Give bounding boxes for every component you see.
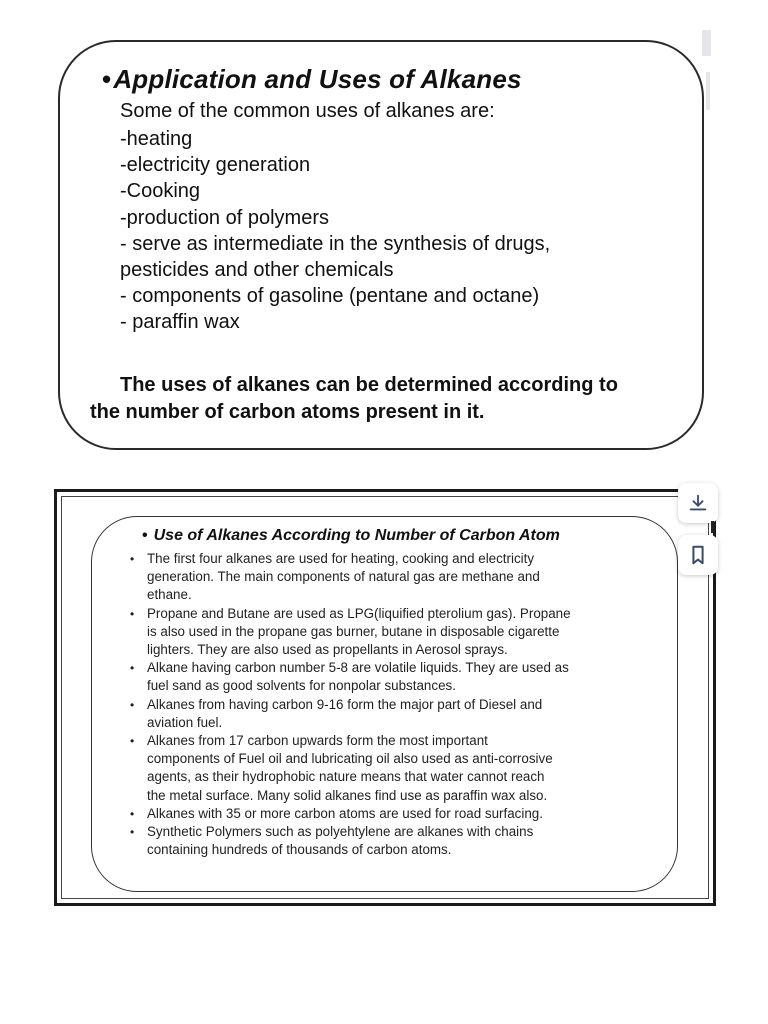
slide-1-intro: Some of the common uses of alkanes are: — [120, 100, 495, 122]
list-item-text: Alkanes from 17 carbon upwards form the most important — [147, 733, 488, 749]
list-item-text: containing hundreds of thousands of carbon atoms. — [147, 842, 452, 858]
bookmark-button[interactable] — [678, 535, 718, 575]
slide-2-title-text: Use of Alkanes According to Number of Carbon Atom — [153, 527, 560, 544]
list-item-text: lighters. They are also used as propellants in Aerosol sprays. — [147, 642, 508, 658]
list-item-text: The first four alkanes are used for heating, cooking and electricity — [147, 551, 535, 566]
bullet-dot: • — [130, 606, 135, 621]
list-item-continuation — [147, 623, 667, 641]
list-item: - components of gasoline (pentane and octane) — [120, 285, 540, 308]
list-item-continuation — [147, 677, 667, 695]
bullet-dot: • — [130, 806, 135, 821]
bullet-dot: • — [130, 734, 135, 749]
list-item: -Cooking — [120, 180, 201, 203]
list-item-text: is also used in the propane gas burner, butane in disposable cigarette — [147, 623, 560, 639]
slide-1-title-text: Application and Uses of Alkanes — [113, 64, 522, 94]
list-item-continuation — [147, 568, 667, 586]
list-item — [130, 550, 667, 568]
list-item — [130, 805, 667, 823]
footer-line: The uses of alkanes can be determined according to — [120, 374, 618, 396]
slide-1-title — [102, 64, 522, 95]
list-item: pesticides and other chemicals — [120, 259, 394, 282]
footer-line: the number of carbon atoms present in it. — [90, 401, 485, 423]
list-item — [130, 823, 667, 841]
slide-1-uses-list — [120, 126, 550, 336]
list-item: -heating — [120, 128, 193, 150]
scroll-indicator — [711, 521, 714, 533]
list-item-continuation — [147, 641, 667, 659]
list-item-text: fuel sand as good solvents for nonpolar substances. — [147, 678, 456, 694]
list-item-continuation — [147, 768, 667, 786]
list-item: -production of polymers — [120, 206, 329, 229]
page-edge-mark — [706, 72, 710, 110]
download-icon — [687, 492, 709, 514]
list-item-text: aviation fuel. — [147, 714, 223, 730]
slide-2-title — [142, 527, 560, 545]
slide-2-uses-list — [130, 550, 667, 859]
list-item-text: Alkane having carbon number 5-8 are volatile liquids. They are used as — [147, 660, 569, 676]
download-button[interactable] — [678, 483, 718, 523]
list-item-continuation — [147, 750, 667, 768]
list-item-continuation — [147, 714, 667, 732]
title-bullet: • — [142, 527, 148, 544]
list-item-text: the metal surface. Many solid alkanes find use as paraffin wax also. — [147, 787, 548, 803]
title-bullet: • — [102, 64, 112, 94]
list-item-text: Propane and Butane are used as LPG(liquified pterolium gas). Propane — [147, 605, 571, 621]
list-item-text: Synthetic Polymers such as polyehtylene are alkanes with chains — [147, 824, 534, 840]
list-item-text: ethane. — [147, 587, 192, 603]
list-item-text: Alkanes from having carbon 9-16 form the major part of Diesel and — [147, 696, 543, 712]
list-item-text: components of Fuel oil and lubricating oil also used as anti-corrosive — [147, 751, 553, 767]
bookmark-icon — [688, 544, 708, 566]
list-item: - serve as intermediate in the synthesis of drugs, — [120, 232, 551, 255]
list-item-continuation — [147, 586, 667, 604]
list-item-text: Alkanes with 35 or more carbon atoms are used for road surfacing. — [147, 805, 543, 821]
bullet-dot: • — [130, 697, 135, 712]
list-item-text: agents, as their hydrophobic nature means that water cannot reach — [147, 769, 545, 785]
slide-1-footer — [90, 372, 618, 426]
list-item: - paraffin wax — [120, 311, 240, 334]
list-item — [130, 696, 667, 714]
list-item-continuation — [147, 841, 667, 859]
list-item — [130, 732, 667, 750]
list-item: -electricity generation — [120, 154, 311, 177]
list-item-continuation — [147, 787, 667, 805]
bullet-dot: • — [130, 661, 135, 676]
list-item — [130, 605, 667, 623]
slide-2 — [54, 489, 716, 906]
page-edge-mark — [702, 30, 711, 56]
list-item — [130, 659, 667, 677]
bullet-dot: • — [130, 825, 135, 840]
list-item-text: generation. The main components of natural gas are methane and — [147, 569, 540, 585]
slide-2-content-box — [91, 516, 678, 892]
slide-1 — [58, 40, 704, 450]
bullet-dot: • — [130, 552, 135, 566]
